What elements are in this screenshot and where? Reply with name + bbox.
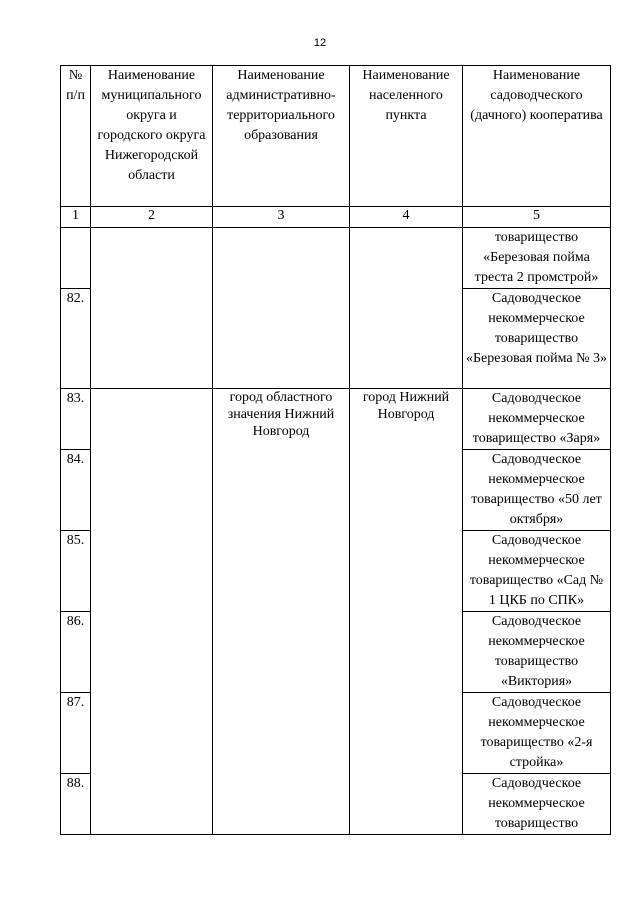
- column-number: 5: [463, 207, 611, 228]
- column-number: 1: [61, 207, 91, 228]
- row-number: 85.: [61, 531, 91, 612]
- row-number: 82.: [61, 289, 91, 389]
- table-row: [61, 228, 611, 289]
- header-row: [61, 66, 611, 207]
- row-number: 88.: [61, 774, 91, 835]
- page-number: 12: [313, 37, 327, 49]
- column-number: 2: [91, 207, 213, 228]
- cooperative-cell: Садоводческое некоммерческое товарищество «Заря»: [463, 389, 611, 450]
- admin-unit-cell: город областного значения Нижний Новгород: [213, 389, 350, 835]
- row-number: 87.: [61, 693, 91, 774]
- column-number: 4: [350, 207, 463, 228]
- cooperative-cell: Садоводческое некоммерческое товарищество «Виктория»: [463, 612, 611, 693]
- header-cooperative: Наименование садоводческого (дачного) кооператива: [463, 66, 611, 207]
- row-number: 86.: [61, 612, 91, 693]
- row-number: [61, 228, 91, 289]
- cooperative-cell: товарищество «Березовая пойма треста 2 промстрой»: [463, 228, 611, 289]
- header-settlement: Наименование населенного пункта: [350, 66, 463, 207]
- row-number: 83.: [61, 389, 91, 450]
- header-admin-unit: Наименование административно-территориального образования: [213, 66, 350, 207]
- cooperative-cell: Садоводческое некоммерческое товарищество «Березовая пойма № 3»: [463, 289, 611, 389]
- municipality-cell: [91, 228, 213, 389]
- registry-table: [60, 65, 611, 835]
- settlement-cell: [350, 228, 463, 389]
- row-number: 84.: [61, 450, 91, 531]
- municipality-cell: [91, 389, 213, 835]
- cooperative-cell: Садоводческое некоммерческое товарищество «Сад № 1 ЦКБ по СПК»: [463, 531, 611, 612]
- header-num: № п/п: [61, 66, 91, 207]
- settlement-cell: город Нижний Новгород: [350, 389, 463, 835]
- cooperative-cell: Садоводческое некоммерческое товарищество «2-я стройка»: [463, 693, 611, 774]
- column-number: 3: [213, 207, 350, 228]
- cooperative-cell: Садоводческое некоммерческое товарищество: [463, 774, 611, 835]
- table-row: [61, 389, 611, 450]
- admin-unit-cell: [213, 228, 350, 389]
- header-municipality: Наименование муниципального округа и городского округа Нижегородской области: [91, 66, 213, 207]
- cooperative-cell: Садоводческое некоммерческое товарищество «50 лет октября»: [463, 450, 611, 531]
- column-number-row: [61, 207, 611, 228]
